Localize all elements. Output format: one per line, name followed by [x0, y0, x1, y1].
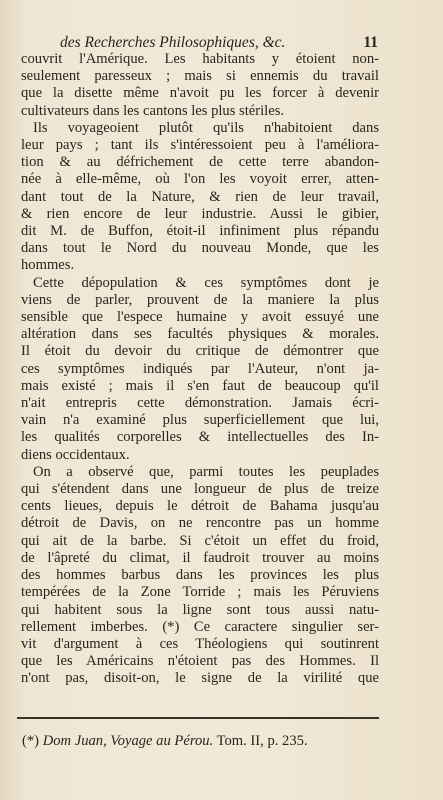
text-line: qui s'étendent dans une longueur de plus de treize [21, 481, 379, 498]
text-line: dans tout le Nord du nouveau Monde, que les [21, 240, 379, 257]
text-line: que les Américains n'étoient pas des Hommes. Il [21, 653, 379, 670]
page-number: 11 [363, 34, 378, 51]
text-line: altération dans ses facultés physiques & morales. [21, 326, 379, 343]
text-line: qui habitent sous la ligne sont tous aussi natu- [21, 601, 379, 618]
text-line: dant tout de la Nature, & rien de leur travail, [21, 188, 379, 205]
running-title: des Recherches Philosophiques, &c. [60, 34, 286, 51]
text-line: que la disette même n'avoit pu les forcer à devenir [21, 85, 379, 102]
text-line: des hommes barbus dans les provinces les plus [21, 567, 379, 584]
text-line: rellement imberbes. (*) Ce caractere singulier ser- [21, 618, 379, 635]
footnote-author: Dom Juan, [42, 733, 107, 749]
text-line: vit d'argument à ces Théologiens qui soutinrent [21, 635, 379, 652]
text-line: leur pays ; tant ils s'intéressoient peu à l'améliora- [21, 137, 379, 154]
footnote-rule [17, 717, 379, 719]
text-line: On a observé que, parmi toutes les peuplades [33, 463, 379, 480]
text-line: hommes. [21, 257, 75, 274]
paragraph-4 [21, 464, 379, 688]
text-line: née à elle-même, où l'on les voyoit errer, atten- [21, 171, 379, 188]
footnote-marker: (*) [22, 733, 40, 749]
text-line: qui ait de la barbe. Si c'étoit un effet du froid, [21, 532, 379, 549]
text-line: de l'âpreté du climat, il faudroit trouver au moins [21, 549, 379, 566]
text-line: seulement paresseux ; mais si ennemis du travail [21, 68, 379, 85]
text-line: cents lieues, depuis le détroit de Bahama jusqu'au [21, 498, 379, 515]
text-line: Il étoit du devoir du critique de démontrer que [21, 343, 379, 360]
footnote-work: Voyage au Pérou. [110, 733, 214, 749]
paragraph-3 [21, 275, 379, 464]
text-line: n'ont pas, disoit-on, le signe de la virilité que [21, 670, 379, 687]
text-line: & rien encore de leur industrie. Aussi le gibier, [21, 205, 379, 222]
text-line: viens de parler, prouvent de la maniere la plus [21, 291, 379, 308]
text-line: n'ait entrepris cette démonstration. Jamais écri- [21, 395, 379, 412]
text-line: tion & au défrichement de cette terre abandon- [21, 154, 379, 171]
text-line: les qualités corporelles & intellectuelles des In- [21, 429, 379, 446]
text-line: Ils voyageoient plutôt qu'ils n'habitoient dans [33, 119, 379, 136]
text-line: mais existé ; mais il s'en faut de beaucoup qu'il [21, 377, 379, 394]
footnote-reference: Tom. II, p. 235. [216, 733, 308, 749]
text-line: ces symptômes indiqués par l'Auteur, n'ont ja- [21, 360, 379, 377]
text-line: Cette dépopulation & ces symptômes dont je [33, 274, 379, 291]
text-line: sensible que l'espece humaine y avoit essuyé une [21, 309, 379, 326]
text-line: couvrit l'Amérique. Les habitants y étoient non- [21, 51, 379, 67]
text-line: cultivateurs dans les cantons les plus stériles. [21, 102, 285, 119]
body-text [21, 51, 379, 688]
text-line: tempérées de la Zone Torride ; mais les Péruviens [21, 584, 379, 601]
text-line: détroit de Davis, on ne rencontre pas un homme [21, 515, 379, 532]
text-line: vain n'a examiné plus superficiellement que lui, [21, 412, 379, 429]
paragraph-2 [21, 120, 379, 275]
text-line: dit M. de Buffon, étoit-il infiniment plus répandu [21, 223, 379, 240]
paragraph-1 [21, 51, 379, 120]
footnote [22, 733, 377, 750]
text-line: diens occidentaux. [21, 446, 130, 463]
